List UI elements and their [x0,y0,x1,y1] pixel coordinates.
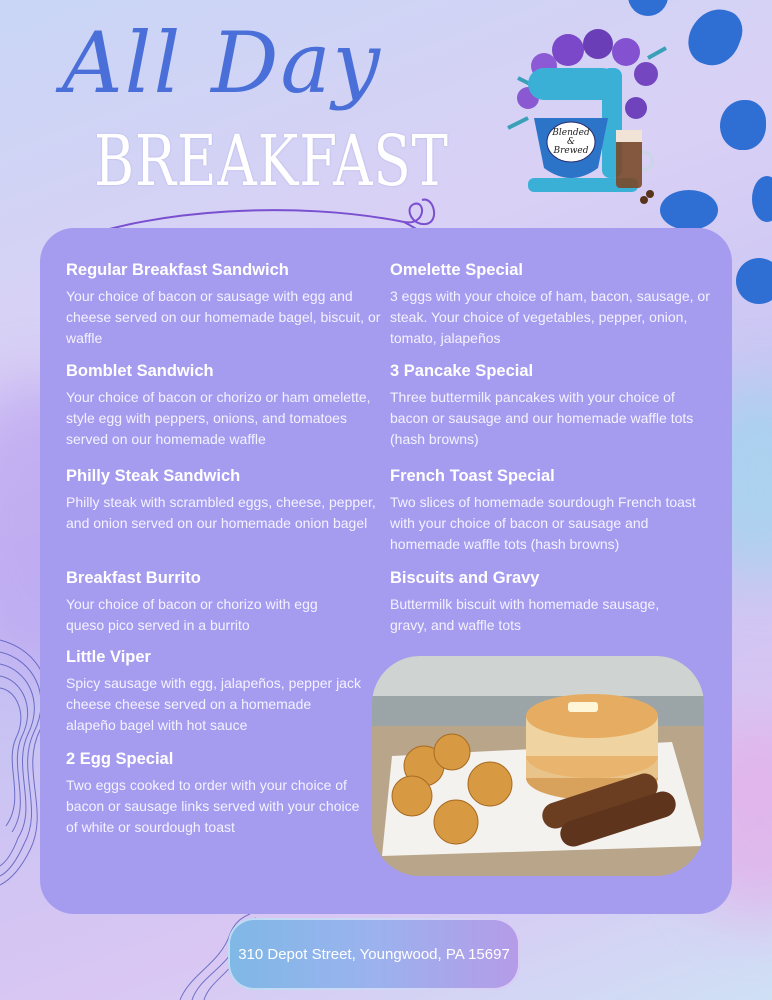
menu-item-description: Three buttermilk pancakes with your choice of bacon or sausage and our homemade waffle tots (hash browns) [390,389,694,447]
menu-item [66,648,362,736]
menu-item-name: Philly Steak Sandwich [66,467,241,485]
menu-item-name: Biscuits and Gravy [390,569,540,587]
menu-item-name: Regular Breakfast Sandwich [66,261,289,279]
decor-blob [682,1,749,73]
logo-text-2: & [566,137,576,147]
menu-item [390,362,702,450]
address-badge: 310 Depot Street, Youngwood, PA 15697 [228,918,520,990]
menu-item-name: Omelette Special [390,261,523,279]
title-script: All Day [62,14,382,112]
menu-item [66,261,384,349]
menu-item [66,569,356,636]
decor-blob [736,258,772,304]
logo-text-1: Blended [552,128,590,138]
iced-coffee-icon [616,130,654,204]
menu-item-name: Little Viper [66,648,151,666]
decor-blob [720,100,766,150]
menu-item-description: Your choice of bacon or chorizo with egg queso pico served in a burrito [66,596,318,633]
menu-item-description: Buttermilk biscuit with homemade sausage, gravy, and waffle tots [390,596,660,633]
menu-item-name: French Toast Special [390,467,555,485]
menu-item-description: Philly steak with scrambled eggs, cheese, pepper, and onion served on our homemade onion bagel [66,494,376,531]
menu-item-name: 3 Pancake Special [390,362,534,380]
menu-item-name: Bomblet Sandwich [66,362,214,380]
menu-item [66,750,362,838]
menu-item-description: Two eggs cooked to order with your choice of bacon or sausage links served with your choice of white or sourdough toast [66,777,360,835]
menu-item-name: Breakfast Burrito [66,569,201,587]
menu-item-name: 2 Egg Special [66,750,174,768]
pancake-photo [372,656,704,876]
menu-item-description: 3 eggs with your choice of ham, bacon, sausage, or steak. Your choice of vegetables, pepper, onion, tomato, jalapeños [390,288,710,346]
menu-item-description: Your choice of bacon or chorizo or ham omelette, style egg with peppers, onions, and tomatoes served on our homemade waffle [66,389,371,447]
menu-item [390,467,710,555]
decor-blob [628,0,668,16]
menu-item-description: Your choice of bacon or sausage with egg and cheese served on our homemade bagel, biscuit, or waffle [66,288,381,346]
menu-item-description: Spicy sausage with egg, jalapeños, pepper jack cheese cheese served on a homemade alapeño bagel with hot sauce [66,675,361,733]
logo-text-3: Brewed [553,146,589,156]
menu-item [66,362,384,450]
title-block: BREAKFAST [94,120,449,202]
menu-item [390,261,716,349]
decor-blob [752,176,772,222]
menu-item [390,569,690,636]
menu-item [66,467,384,534]
blended-brewed-logo [498,18,670,214]
pancake-plate-illustration [372,656,704,876]
menu-item-description: Two slices of homemade sourdough French toast with your choice of bacon or sausage and homemade waffle tots (hash browns) [390,494,696,552]
